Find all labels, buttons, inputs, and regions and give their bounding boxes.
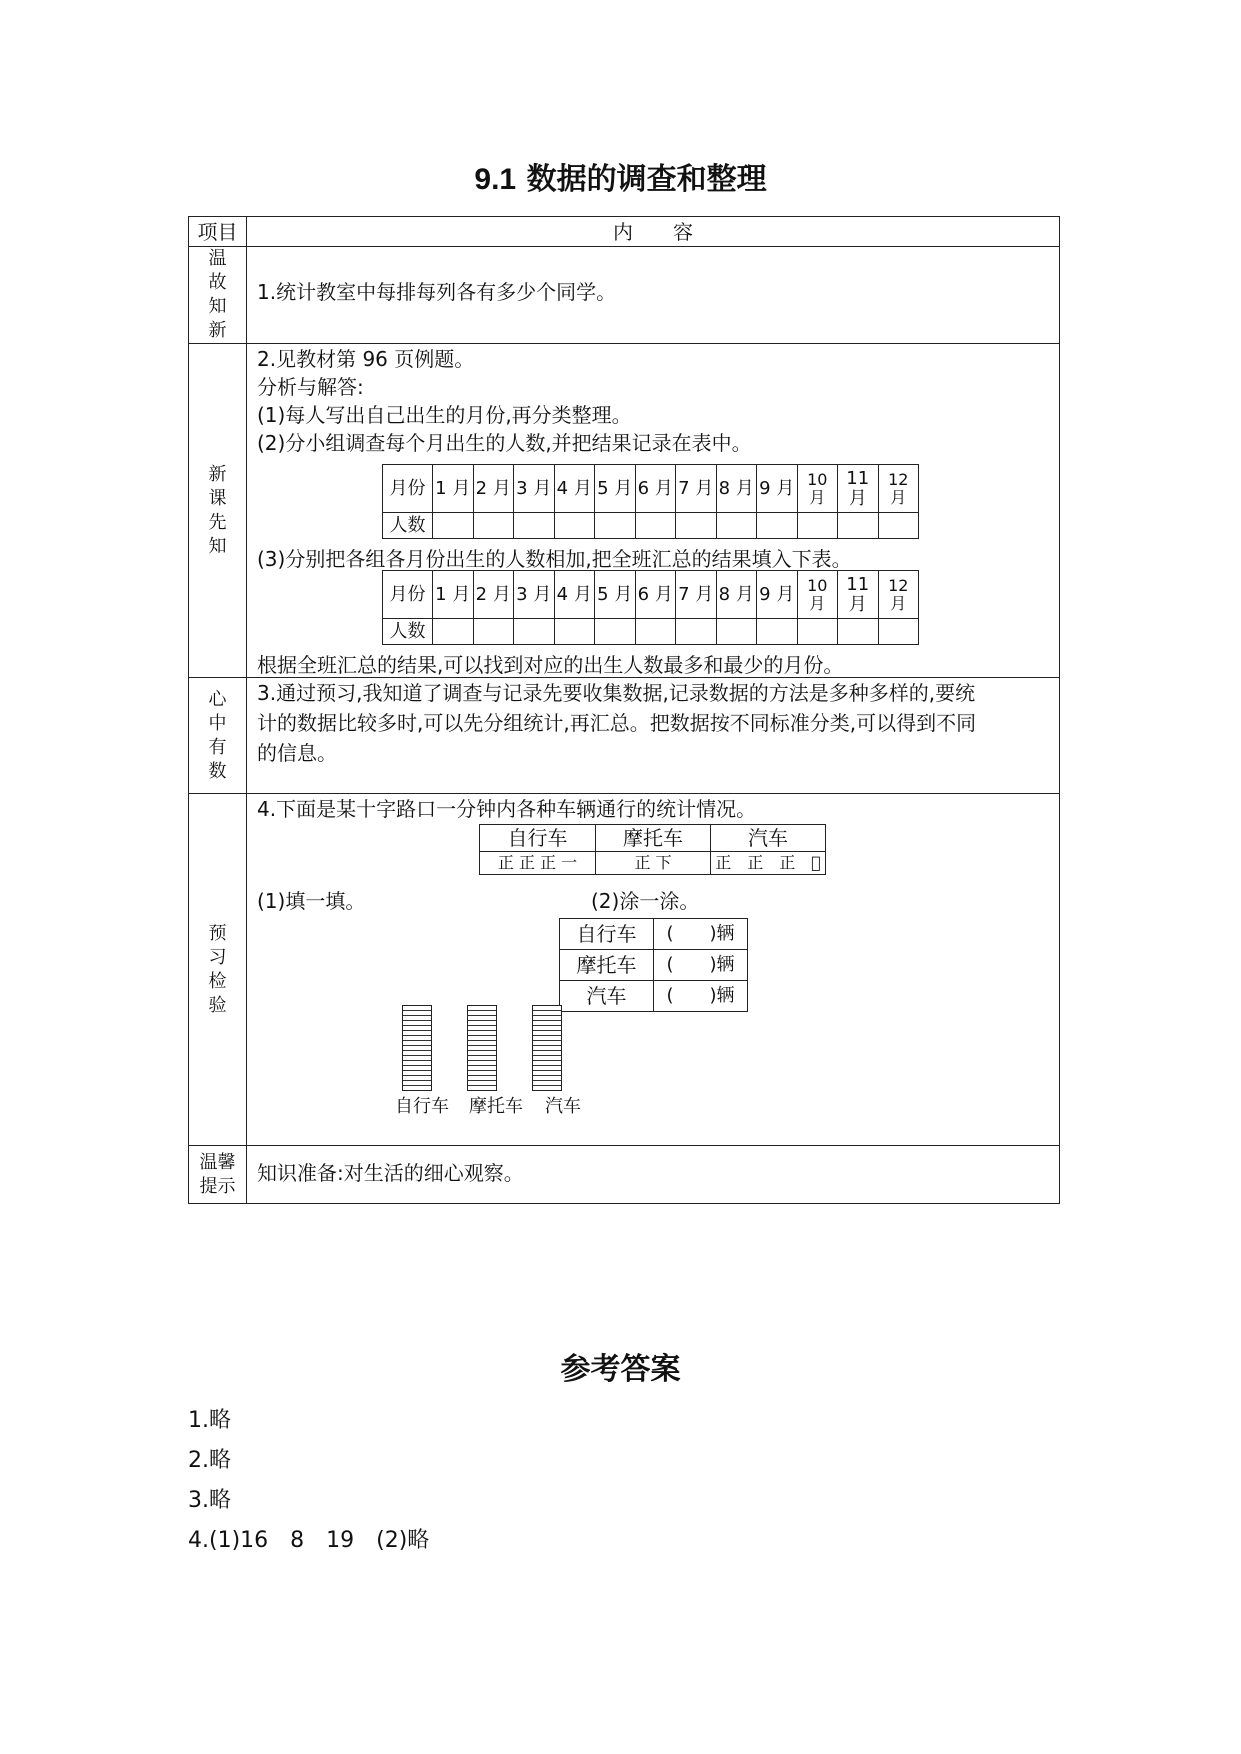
month-header-cell: 3 月 <box>514 465 555 513</box>
summary-line-1: 3.通过预习,我知道了调查与记录先要收集数据,记录数据的方法是多种多样的,要统 <box>257 681 976 705</box>
month-table-group <box>382 464 919 539</box>
count-input-cell[interactable] <box>676 513 717 539</box>
row-content-preview-check <box>247 794 1060 1146</box>
count-input-cell[interactable] <box>797 513 838 539</box>
count-input-cell[interactable] <box>433 619 474 645</box>
tally-header-motorcycle: 摩托车 <box>596 825 711 852</box>
count-input-cell[interactable] <box>797 619 838 645</box>
month-header-cell: 12 月 <box>878 571 919 619</box>
header-item: 项目 <box>189 217 247 247</box>
bar-label-motorcycle: 摩托车 <box>469 1096 523 1117</box>
count-input-cell[interactable] <box>757 513 798 539</box>
month-header-cell: 9 月 <box>757 571 798 619</box>
new-lesson-line-6: 根据全班汇总的结果,可以找到对应的出生人数最多和最少的月份。 <box>257 653 844 677</box>
month-header-cell: 12 月 <box>878 465 919 513</box>
bar-car[interactable] <box>532 1005 562 1091</box>
review-text: 1.统计教室中每排每列各有多少个同学。 <box>257 280 617 304</box>
month-header-cell: 10 月 <box>797 571 838 619</box>
count-input-cell[interactable] <box>878 513 919 539</box>
new-lesson-line-1: 2.见教材第 96 页例题。 <box>257 347 475 371</box>
count-label-car: 汽车 <box>560 981 654 1012</box>
month-header-cell: 8 月 <box>716 571 757 619</box>
answer-3: 3.略 <box>188 1488 231 1513</box>
tally-marks-motorcycle: 正 下 <box>596 852 711 875</box>
new-lesson-line-2: 分析与解答: <box>257 375 364 399</box>
count-input-cell[interactable] <box>757 619 798 645</box>
count-input-cell[interactable] <box>838 513 879 539</box>
month-header-cell: 4 月 <box>554 571 595 619</box>
answer-1: 1.略 <box>188 1408 231 1433</box>
answers-title: 参考答案 <box>560 1352 681 1387</box>
count-input-cell[interactable] <box>635 513 676 539</box>
count-blank-car[interactable]: ( )辆 <box>654 981 748 1012</box>
month-row-label: 月份 <box>383 571 433 619</box>
tally-marks-car: 正 正 正 𠄠 <box>711 852 826 875</box>
tally-header-bicycle: 自行车 <box>480 825 596 852</box>
summary-line-2: 计的数据比较多时,可以先分组统计,再汇总。把数据按不同标准分类,可以得到不同 <box>257 711 977 735</box>
count-input-cell[interactable] <box>554 513 595 539</box>
month-header-cell: 1 月 <box>433 465 474 513</box>
row-content-tip <box>247 1146 1060 1204</box>
row-label-summary: 心中有数 <box>189 678 247 794</box>
count-input-cell[interactable] <box>514 619 555 645</box>
count-table <box>559 918 748 1012</box>
count-input-cell[interactable] <box>473 619 514 645</box>
month-header-cell: 11 月 <box>838 571 879 619</box>
bar-label-car: 汽车 <box>545 1096 581 1117</box>
count-input-cell[interactable] <box>838 619 879 645</box>
count-input-cell[interactable] <box>473 513 514 539</box>
count-input-cell[interactable] <box>716 619 757 645</box>
month-header-cell: 10 月 <box>797 465 838 513</box>
tally-table <box>479 824 826 875</box>
count-label-motorcycle: 摩托车 <box>560 950 654 981</box>
month-header-cell: 5 月 <box>595 465 636 513</box>
bar-label-bicycle: 自行车 <box>395 1096 449 1117</box>
bar-bicycle[interactable] <box>402 1005 432 1091</box>
row-content-review <box>247 247 1060 344</box>
month-header-cell: 3 月 <box>514 571 555 619</box>
row-content-new-lesson <box>247 344 1060 678</box>
count-row-label: 人数 <box>383 619 433 645</box>
count-input-cell[interactable] <box>878 619 919 645</box>
worksheet-table <box>188 216 1060 1204</box>
month-table-class <box>382 570 919 645</box>
row-label-tip: 温馨提示 <box>189 1146 247 1204</box>
row-label-new-lesson: 新课先知 <box>189 344 247 678</box>
row-label-review: 温故知新 <box>189 247 247 344</box>
month-header-cell: 8 月 <box>716 465 757 513</box>
summary-line-3: 的信息。 <box>257 741 337 765</box>
count-row-label: 人数 <box>383 513 433 539</box>
tally-header-car: 汽车 <box>711 825 826 852</box>
tally-marks-bicycle: 正 正 正 一 <box>480 852 596 875</box>
new-lesson-line-5: (3)分别把各组各月份出生的人数相加,把全班汇总的结果填入下表。 <box>257 547 852 571</box>
month-header-cell: 1 月 <box>433 571 474 619</box>
month-header-cell: 7 月 <box>676 571 717 619</box>
answer-4: 4.(1)16 8 19 (2)略 <box>188 1528 430 1553</box>
count-input-cell[interactable] <box>595 619 636 645</box>
row-label-preview-check: 预习检验 <box>189 794 247 1146</box>
month-header-cell: 11 月 <box>838 465 879 513</box>
month-row-label: 月份 <box>383 465 433 513</box>
month-header-cell: 2 月 <box>473 571 514 619</box>
count-input-cell[interactable] <box>433 513 474 539</box>
new-lesson-line-4: (2)分小组调查每个月出生的人数,并把结果记录在表中。 <box>257 431 752 455</box>
count-blank-bicycle[interactable]: ( )辆 <box>654 919 748 950</box>
count-blank-motorcycle[interactable]: ( )辆 <box>654 950 748 981</box>
question-fill: (1)填一填。 <box>257 889 366 913</box>
new-lesson-line-3: (1)每人写出自己出生的月份,再分类整理。 <box>257 403 632 427</box>
count-input-cell[interactable] <box>676 619 717 645</box>
month-header-cell: 7 月 <box>676 465 717 513</box>
count-label-bicycle: 自行车 <box>560 919 654 950</box>
count-input-cell[interactable] <box>635 619 676 645</box>
month-header-cell: 2 月 <box>473 465 514 513</box>
count-input-cell[interactable] <box>554 619 595 645</box>
count-input-cell[interactable] <box>716 513 757 539</box>
month-header-cell: 4 月 <box>554 465 595 513</box>
page-title: 9.1 数据的调查和整理 <box>474 162 767 197</box>
count-input-cell[interactable] <box>514 513 555 539</box>
tip-text: 知识准备:对生活的细心观察。 <box>257 1161 524 1185</box>
bar-motorcycle[interactable] <box>467 1005 497 1091</box>
month-header-cell: 6 月 <box>635 465 676 513</box>
answer-2: 2.略 <box>188 1448 231 1473</box>
row-content-summary <box>247 678 1060 794</box>
month-header-cell: 5 月 <box>595 571 636 619</box>
month-header-cell: 6 月 <box>635 571 676 619</box>
count-input-cell[interactable] <box>595 513 636 539</box>
month-header-cell: 9 月 <box>757 465 798 513</box>
header-content: 内 容 <box>247 217 1060 247</box>
preview-intro: 4.下面是某十字路口一分钟内各种车辆通行的统计情况。 <box>257 797 757 821</box>
question-color: (2)涂一涂。 <box>591 889 700 913</box>
